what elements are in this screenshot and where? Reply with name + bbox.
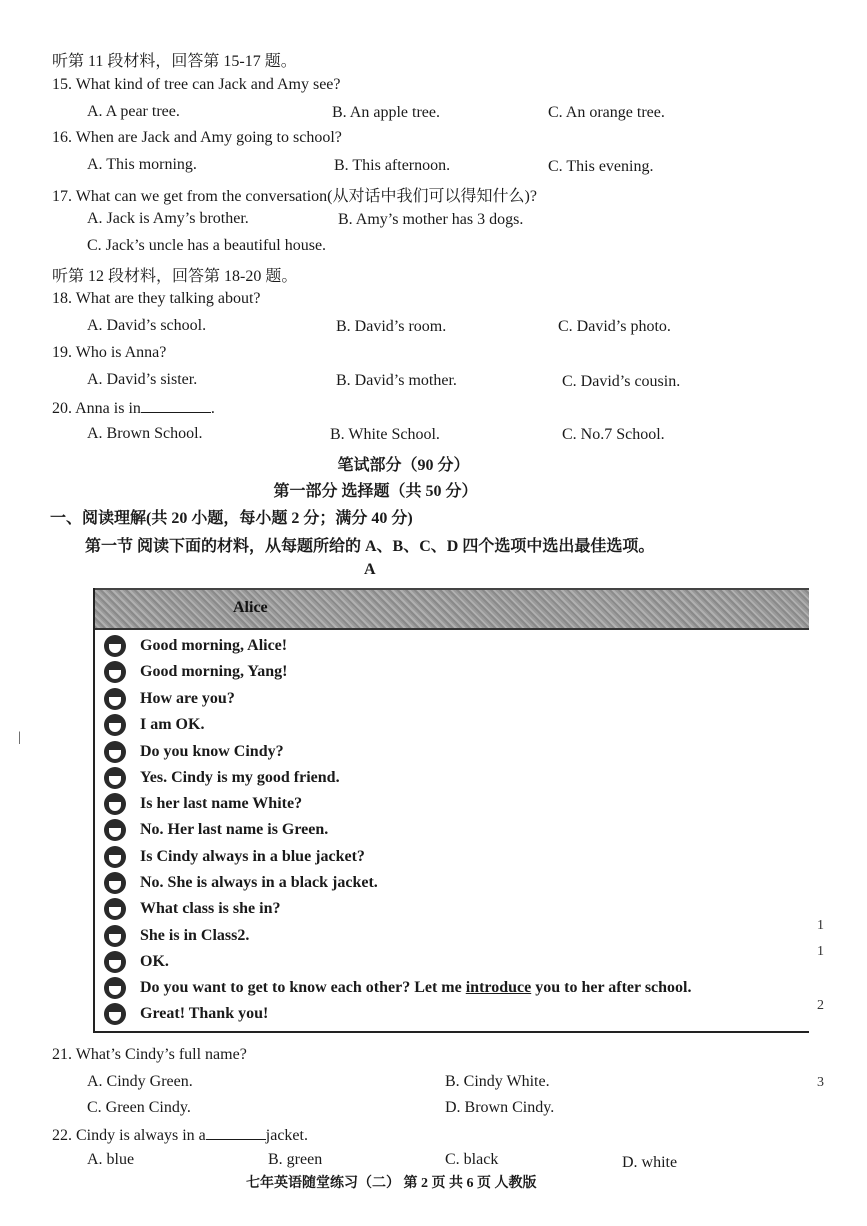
dialogue-line-text-start: Do you want to get to know each other? Let me — [140, 979, 466, 996]
dialogue-line-text: Yes. Cindy is my good friend. — [140, 769, 340, 786]
question-22-blank — [206, 1125, 266, 1140]
question-16-stem: 16. When are Jack and Amy going to school? — [52, 129, 342, 146]
question-22-stem-text: 22. Cindy is always in a — [52, 1127, 206, 1144]
question-17-stem: 17. What can we get from the conversation(从对话中我们可以得知什么)? — [52, 188, 537, 205]
left-margin-tick: | — [18, 730, 21, 745]
question-22-option-d: D. white — [622, 1154, 678, 1171]
dialogue-line-text — [140, 979, 692, 997]
question-22-option-a: A. blue — [87, 1151, 135, 1168]
avatar-icon — [104, 714, 126, 736]
reading-section-heading: 一、阅读理解(共 20 小题，每小题 2 分；满分 40 分) — [50, 510, 413, 527]
question-19-option-b: B. David’s mother. — [336, 372, 457, 389]
dialogue-line-text: I am OK. — [140, 716, 205, 733]
question-15-option-b: B. An apple tree. — [332, 104, 440, 121]
section-11-heading: 听第 11 段材料，回答第 15-17 题。 — [52, 53, 297, 70]
dialogue-line-text: No. Her last name is Green. — [140, 821, 329, 838]
section-12-heading: 听第 12 段材料，回答第 18-20 题。 — [52, 268, 298, 285]
question-19-stem: 19. Who is Anna? — [52, 344, 167, 361]
avatar-icon — [104, 1003, 126, 1025]
dialogue-line-text: Good morning, Alice! — [140, 637, 288, 654]
dialogue-line-text: Do you know Cindy? — [140, 743, 284, 760]
question-16-option-b: B. This afternoon. — [334, 157, 451, 174]
dialogue-line-text: How are you? — [140, 690, 235, 707]
dialogue-header — [95, 588, 809, 630]
dialogue-line-text: No. She is always in a black jacket. — [140, 874, 378, 891]
dialogue-line-text: She is in Class2. — [140, 927, 250, 944]
avatar-icon — [104, 925, 126, 947]
question-20-blank — [141, 398, 211, 413]
underlined-word: introduce — [465, 979, 532, 996]
question-19-option-c: C. David’s cousin. — [562, 373, 681, 390]
question-21-option-c: C. Green Cindy. — [87, 1099, 191, 1116]
part-one-title: 第一部分 选择题（共 50 分） — [273, 483, 478, 500]
question-20-stem — [52, 398, 215, 418]
dialogue-line-text: What class is she in? — [140, 900, 281, 917]
page-footer: 七年英语随堂练习（二） 第 2 页 共 6 页 人教版 — [246, 1176, 537, 1191]
avatar-icon — [104, 898, 126, 920]
question-20-option-b: B. White School. — [330, 426, 440, 443]
question-20-option-c: C. No.7 School. — [562, 426, 665, 443]
margin-mark: 1 — [817, 944, 824, 959]
avatar-icon — [104, 635, 126, 657]
question-22-option-b: B. green — [268, 1151, 323, 1168]
dialogue-line-text: OK. — [140, 953, 169, 970]
dialogue-line-text-end: you to her after school. — [531, 979, 692, 996]
dialogue-box — [93, 588, 809, 1033]
question-21-option-d: D. Brown Cindy. — [445, 1099, 555, 1116]
dialogue-header-name: Alice — [233, 599, 268, 616]
margin-mark: 1 — [817, 918, 824, 933]
question-20-stem-text: 20. Anna is in — [52, 400, 141, 417]
dialogue-line-text: Is Cindy always in a blue jacket? — [140, 848, 365, 865]
question-21-option-a: A. Cindy Green. — [87, 1073, 193, 1090]
question-21-option-b: B. Cindy White. — [445, 1073, 550, 1090]
question-15-option-c: C. An orange tree. — [548, 104, 665, 121]
avatar-icon — [104, 793, 126, 815]
dialogue-line-text: Great! Thank you! — [140, 1005, 269, 1022]
avatar-icon — [104, 951, 126, 973]
avatar-icon — [104, 977, 126, 999]
written-part-title: 笔试部分（90 分） — [337, 457, 470, 474]
question-16-option-c: C. This evening. — [548, 158, 654, 175]
question-18-option-c: C. David’s photo. — [558, 318, 671, 335]
avatar-icon — [104, 741, 126, 763]
margin-mark: 3 — [817, 1075, 824, 1090]
question-15-stem: 15. What kind of tree can Jack and Amy see? — [52, 76, 341, 93]
avatar-icon — [104, 661, 126, 683]
question-20-stem-end: . — [210, 400, 215, 417]
passage-label: A — [364, 561, 376, 578]
question-22-stem-end: jacket. — [265, 1127, 308, 1144]
question-18-stem: 18. What are they talking about? — [52, 290, 261, 307]
question-18-option-b: B. David’s room. — [336, 318, 447, 335]
reading-instruction: 第一节 阅读下面的材料，从每题所给的 A、B、C、D 四个选项中选出最佳选项。 — [85, 538, 655, 555]
question-18-option-a: A. David’s school. — [87, 317, 207, 334]
margin-mark: 2 — [817, 998, 824, 1013]
question-17-option-a: A. Jack is Amy’s brother. — [87, 210, 249, 227]
question-16-option-a: A. This morning. — [87, 156, 197, 173]
question-20-option-a: A. Brown School. — [87, 425, 203, 442]
avatar-icon — [104, 767, 126, 789]
question-21-stem: 21. What’s Cindy’s full name? — [52, 1046, 247, 1063]
question-22-stem — [52, 1125, 308, 1145]
dialogue-line-text: Good morning, Yang! — [140, 663, 288, 680]
question-15-option-a: A. A pear tree. — [87, 103, 180, 120]
question-19-option-a: A. David’s sister. — [87, 371, 198, 388]
avatar-icon — [104, 819, 126, 841]
question-17-option-c: C. Jack’s uncle has a beautiful house. — [87, 237, 327, 254]
avatar-icon — [104, 872, 126, 894]
dialogue-line-text: Is her last name White? — [140, 795, 303, 812]
avatar-icon — [104, 846, 126, 868]
question-17-option-b: B. Amy’s mother has 3 dogs. — [338, 211, 524, 228]
question-22-option-c: C. black — [445, 1151, 499, 1168]
avatar-icon — [104, 688, 126, 710]
